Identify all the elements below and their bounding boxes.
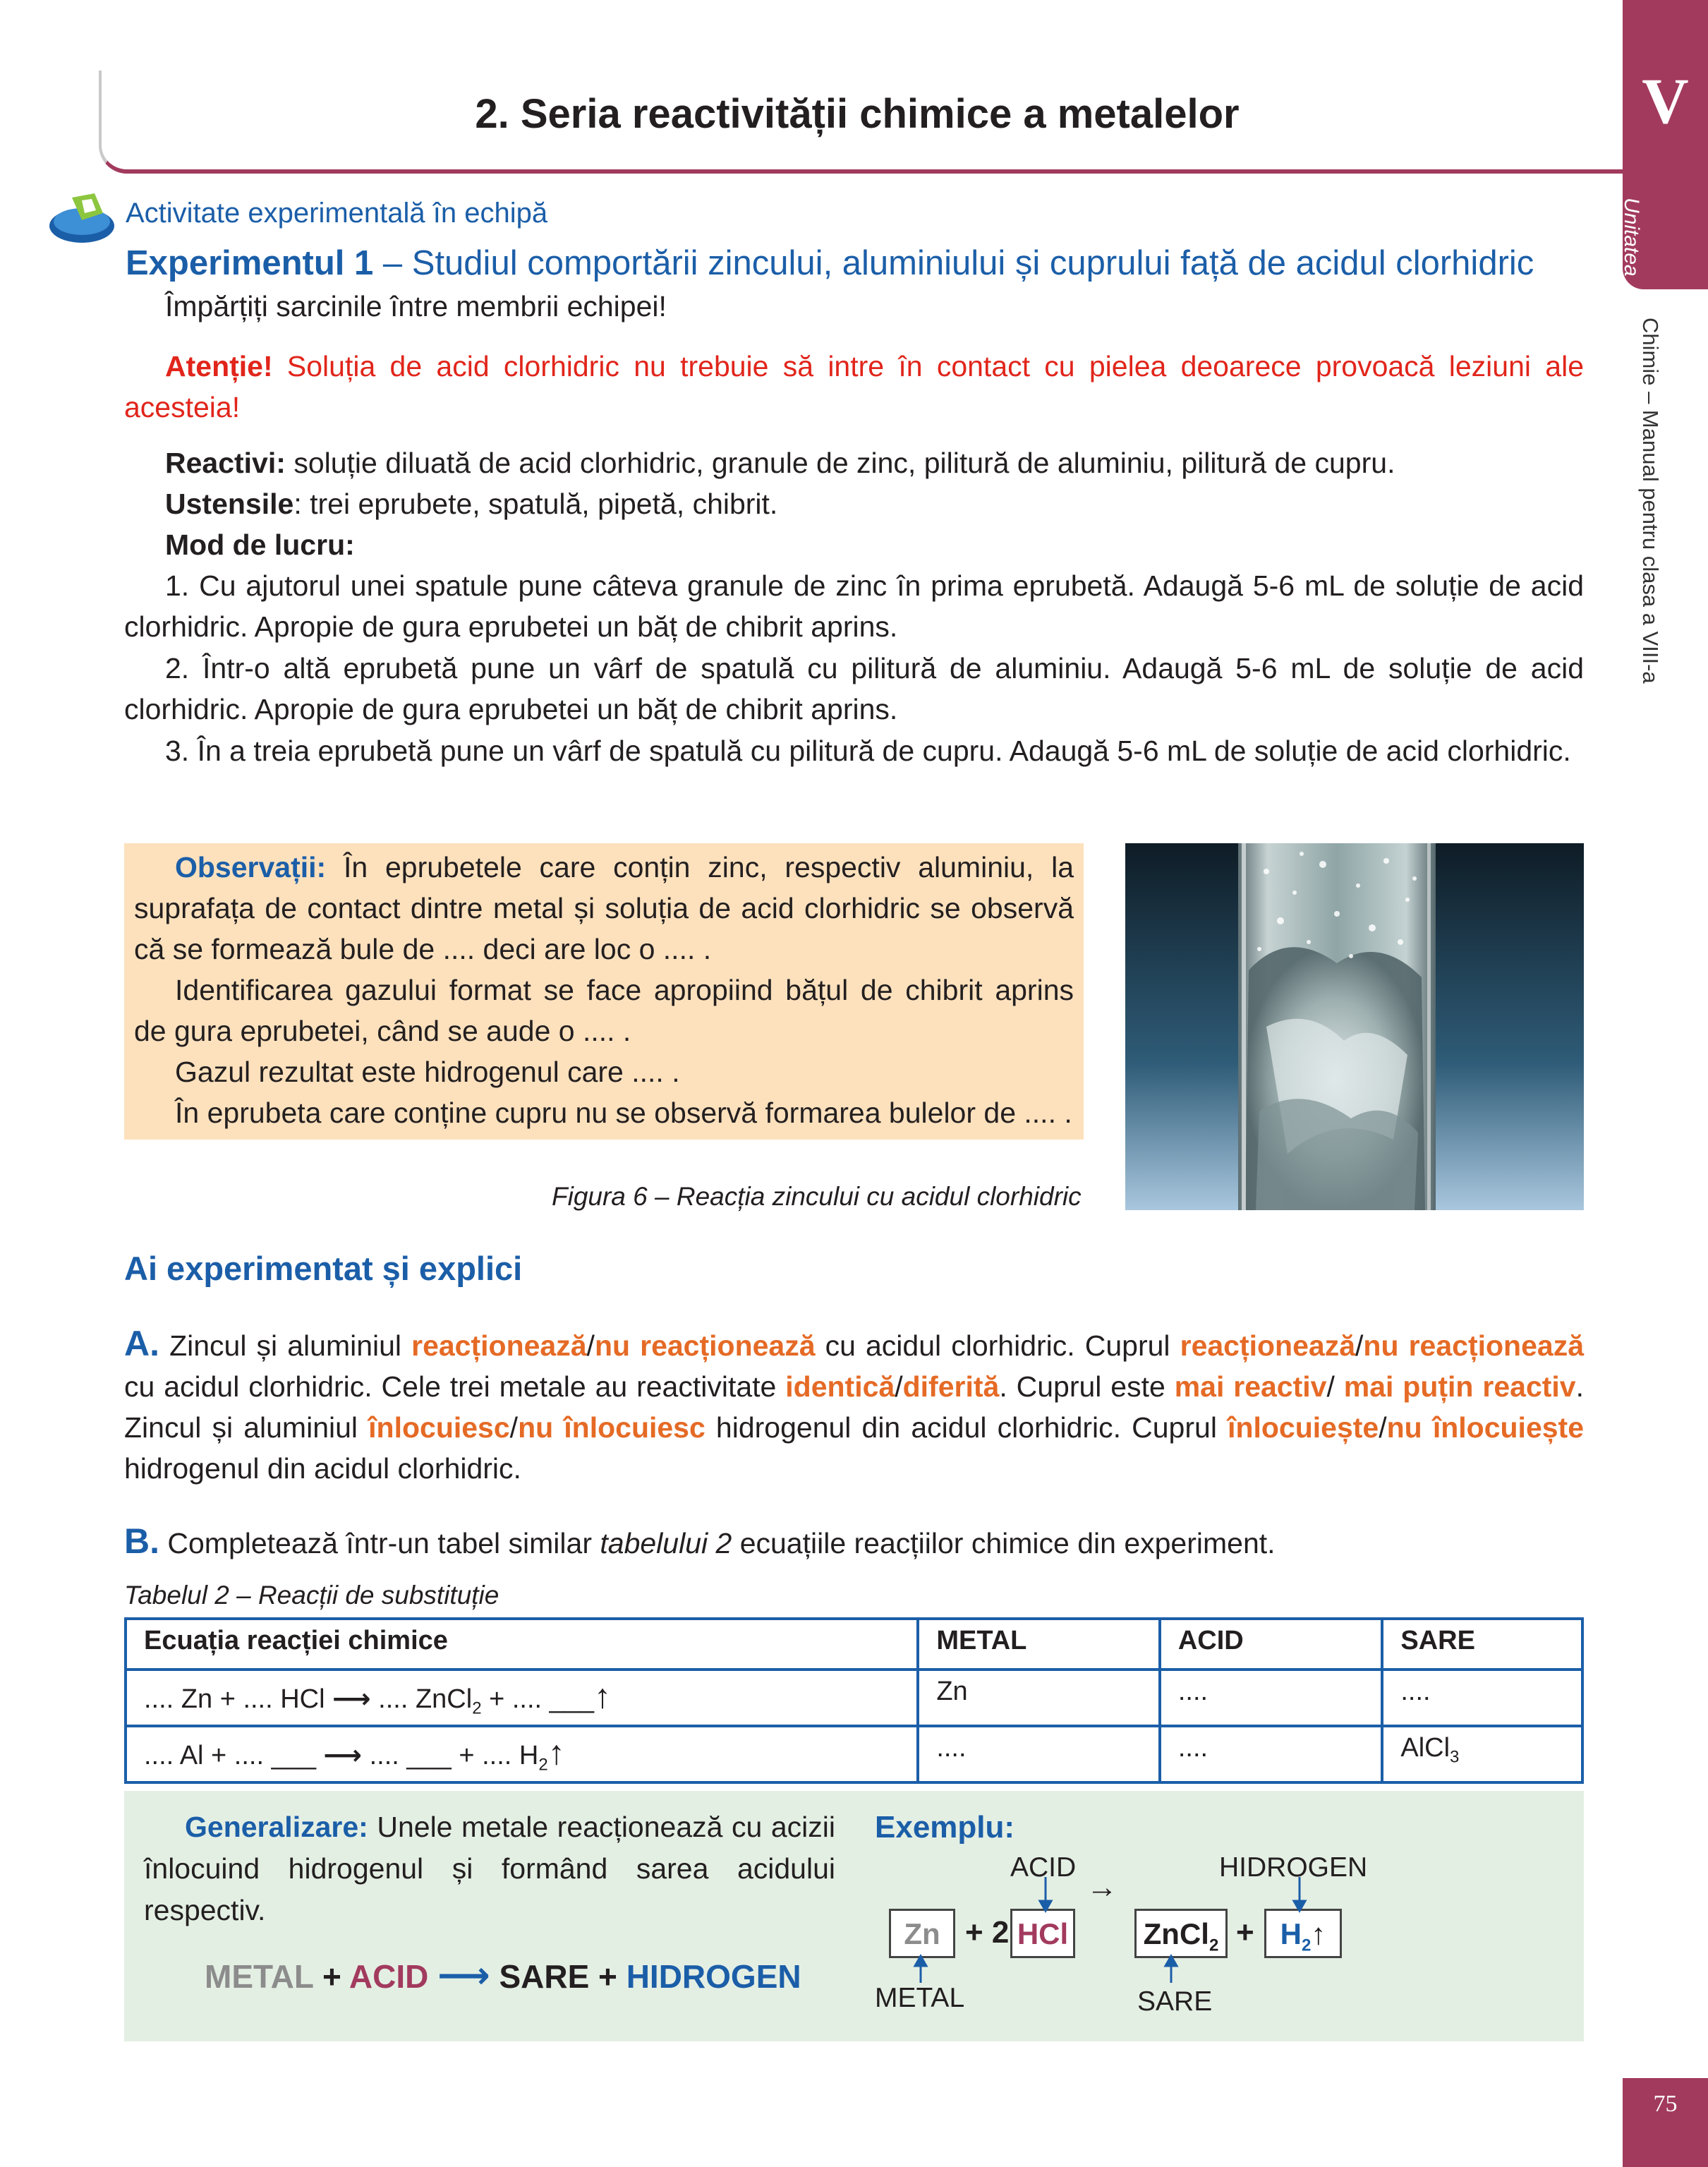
reactions-table	[124, 1617, 1584, 1784]
step-2: 2. Într-o altă eprubetă pune un vârf de spatulă cu pilitură de aluminiu. Adaugă 5-6 mL de soluție de acid clorhidric. Apropie de gura eprubetei un băț de chibrit aprins.	[124, 652, 1584, 725]
equation-part: .... ZnCl	[370, 1684, 473, 1715]
observations-box	[124, 843, 1084, 1140]
section-heading: Ai experimentat și explici	[124, 1250, 523, 1287]
reaction-arrow: ⟶	[323, 1741, 363, 1771]
method-label: Mod de lucru:	[165, 529, 355, 561]
table-caption: Tabelul 2 – Reacții de substituție	[124, 1581, 499, 1610]
formula-plus: +	[313, 1958, 349, 1995]
example-h-text: H	[1280, 1917, 1302, 1950]
formula-acid: ACID	[349, 1958, 429, 1995]
activity-intro: Împărțiți sarcinile între membrii echipei!	[165, 290, 667, 322]
tools-line	[124, 483, 1584, 524]
salt-formula: AlCl	[1400, 1733, 1450, 1763]
metal-cell: Zn	[918, 1670, 1160, 1726]
equation-part: .... Al + .... ___	[144, 1741, 324, 1771]
salt-cell: ....	[1382, 1670, 1582, 1726]
column-header: METAL	[918, 1619, 1160, 1670]
generalization-body: Unele metale reacționează cu acizii înlocuind hidrogenul și formând sarea acidului respectiv.	[144, 1811, 835, 1926]
option-not-replaces: nu înlocuiește	[1386, 1411, 1585, 1444]
example-hcl-box: HCl	[1010, 1909, 1075, 1958]
example-arrow-icon: →	[1086, 1870, 1118, 1905]
zinc-reaction-photo	[1125, 843, 1584, 1210]
gas-arrow-icon: ↑	[594, 1678, 612, 1716]
equation-part: .... ___ + .... H	[362, 1741, 539, 1771]
gas-arrow-icon: ↑	[547, 1734, 565, 1773]
exercise-a-text-6: hidrogenul din acidul clorhidric. Cuprul	[705, 1411, 1228, 1444]
example-zncl-text: ZnCl	[1143, 1917, 1209, 1950]
step-3: 3. În a treia eprubetă pune un vârf de spatulă cu pilitură de cupru. Adaugă 5-6 mL de soluție de acid clorhidric.	[165, 735, 1571, 767]
example-salt-label: SARE	[1137, 1986, 1213, 2017]
reagents-text: soluție diluată de acid clorhidric, granule de zinc, pilitură de aluminiu, pilitură de cupru.	[285, 447, 1395, 479]
option-more-reactive: mai reactiv	[1174, 1370, 1327, 1403]
observation-2: Identificarea gazului format se face apropiind bățul de chibrit aprins de gura eprubetei, când se aude o .... .	[134, 974, 1074, 1047]
option-reacts: reacționează	[1180, 1329, 1356, 1362]
exercise-a-text-3: cu acidul clorhidric. Cele trei metale au reactivitate	[124, 1370, 786, 1403]
option-different: diferită	[902, 1370, 1000, 1403]
acid-cell: ....	[1160, 1670, 1383, 1726]
column-header: SARE	[1382, 1619, 1582, 1670]
experiment-title-text: – Studiul comportării zincului, aluminiului și cuprului față de acidul clorhidric	[373, 244, 1534, 282]
unit-word: Unitatea	[1620, 198, 1643, 277]
exercise-a-text-4: . Cuprul este	[999, 1370, 1175, 1403]
subscript: 2	[1209, 1936, 1219, 1955]
team-activity-icon	[45, 185, 124, 248]
exercise-b-letter: B.	[124, 1521, 159, 1561]
table-row	[126, 1726, 1582, 1782]
example-acid-label: ACID	[1010, 1852, 1077, 1883]
page-number: 75	[1623, 2078, 1708, 2167]
option-replace: înlocuiesc	[368, 1411, 510, 1444]
exercise-b	[124, 1521, 1584, 1564]
gas-arrow-icon: ↑	[1311, 1917, 1326, 1950]
exercise-b-text-2: ecuațiile reacțiilor chimice din experiment.	[732, 1527, 1276, 1559]
salt-cell	[1382, 1726, 1582, 1782]
observation-4: În eprubeta care conține cupru nu se observă formarea bulelor de .... .	[175, 1097, 1072, 1129]
reagents-line	[124, 442, 1584, 483]
equation-part: .... Zn + .... HCl	[144, 1684, 333, 1715]
warning-label: Atenție!	[165, 350, 273, 382]
activity-label: Activitate experimentală în echipă	[126, 198, 548, 229]
warning-paragraph	[124, 346, 1584, 428]
example-title: Exemplu:	[875, 1810, 1015, 1845]
experiment-label: Experimentul 1	[126, 244, 374, 282]
general-formula	[205, 1955, 801, 1997]
observation-1	[134, 847, 1074, 970]
separator: /	[586, 1329, 595, 1362]
separator: /	[1379, 1411, 1387, 1444]
subscript: 2	[538, 1756, 548, 1775]
formula-plus: +	[589, 1958, 626, 1995]
example-zn-box: Zn	[889, 1909, 955, 1958]
formula-hydrogen: HIDROGEN	[626, 1958, 801, 1995]
separator: /	[1355, 1329, 1364, 1362]
reagents-label: Reactivi:	[165, 447, 286, 479]
equation-cell	[126, 1670, 918, 1726]
separator: /	[1326, 1370, 1344, 1403]
formula-metal: METAL	[205, 1958, 314, 1995]
exercise-b-italic: tabelului 2	[600, 1527, 732, 1559]
column-header: ACID	[1160, 1619, 1383, 1670]
example-plus: +	[1236, 1915, 1254, 1950]
exercise-a	[124, 1323, 1584, 1489]
example-metal-label: METAL	[875, 1983, 965, 2013]
subscript: 3	[1450, 1747, 1460, 1767]
separator: /	[895, 1370, 903, 1403]
option-not-reacts: nu reacționează	[1363, 1329, 1585, 1362]
exercise-a-text-1: Zincul și aluminiul	[159, 1329, 412, 1362]
option-reacts: reacționează	[411, 1329, 587, 1362]
table-header-row	[126, 1619, 1582, 1670]
example-hydrogen-label: HIDROGEN	[1219, 1852, 1368, 1883]
table-row	[126, 1670, 1582, 1726]
observation-1-text: În eprubetele care conțin zinc, respectiv aluminiu, la suprafața de contact dintre metal și soluția de acid clorhidric se observă că se formează bule de .... deci are loc o .... .	[134, 851, 1074, 965]
subscript: 2	[472, 1699, 482, 1718]
exercise-a-text-5: . Zincul și aluminiul	[124, 1370, 1584, 1444]
option-less-reactive: mai puțin reactiv	[1343, 1370, 1576, 1403]
step-1: 1. Cu ajutorul unei spatule pune câteva granule de zinc în prima eprubetă. Adaugă 5-6 mL de soluție de acid clorhidric. Apropie de gura eprubetei un băț de chibrit aprins.	[124, 569, 1584, 643]
exercise-a-letter: A.	[124, 1324, 159, 1363]
example-pointer-arrows	[875, 1877, 1369, 1990]
tools-label: Ustensile	[165, 488, 294, 520]
column-header: Ecuația reacției chimice	[126, 1619, 918, 1670]
observation-3: Gazul rezultat este hidrogenul care .... .	[175, 1056, 680, 1088]
exercise-a-text-2: cu acidul clorhidric. Cuprul	[815, 1329, 1180, 1362]
warning-text: Soluția de acid clorhidric nu trebuie să intre în contact cu pielea deoarece provoacă leziuni ale acesteia!	[124, 350, 1584, 423]
book-title: Chimie – Manual pentru clasa a VIII-a	[1638, 318, 1663, 684]
option-not-reacts: nu reacționează	[594, 1329, 816, 1362]
equation-part: + .... ___	[481, 1684, 595, 1715]
tools-text: : trei eprubete, spatulă, pipetă, chibrit.	[293, 488, 778, 520]
generalization-label: Generalizare:	[185, 1811, 368, 1843]
option-not-replace: nu înlocuiesc	[518, 1411, 705, 1444]
observations-label: Observații:	[175, 851, 327, 883]
separator: /	[509, 1411, 519, 1444]
experiment-title	[126, 243, 1534, 283]
example-plus: + 2	[965, 1915, 1010, 1950]
option-replaces: înlocuiește	[1228, 1411, 1379, 1444]
exercise-b-text-1: Completează într-un tabel similar	[159, 1527, 600, 1559]
subscript: 2	[1301, 1936, 1312, 1955]
equation-cell	[126, 1726, 918, 1782]
page-title: 2. Seria reactivității chimice a metalelor	[475, 91, 1240, 137]
unit-letter: V	[1642, 65, 1689, 137]
metal-cell: ....	[918, 1726, 1160, 1782]
option-identical: identică	[785, 1370, 895, 1403]
acid-cell: ....	[1160, 1726, 1383, 1782]
formula-salt: SARE	[490, 1958, 590, 1995]
formula-arrow-icon: ⟶	[437, 1955, 490, 1996]
figure-caption: Figura 6 – Reacția zincului cu acidul clorhidric	[552, 1182, 1082, 1211]
generalization-text	[144, 1806, 835, 1931]
reaction-arrow: ⟶	[332, 1684, 371, 1715]
exercise-a-text-7: hidrogenul din acidul clorhidric.	[124, 1452, 521, 1485]
